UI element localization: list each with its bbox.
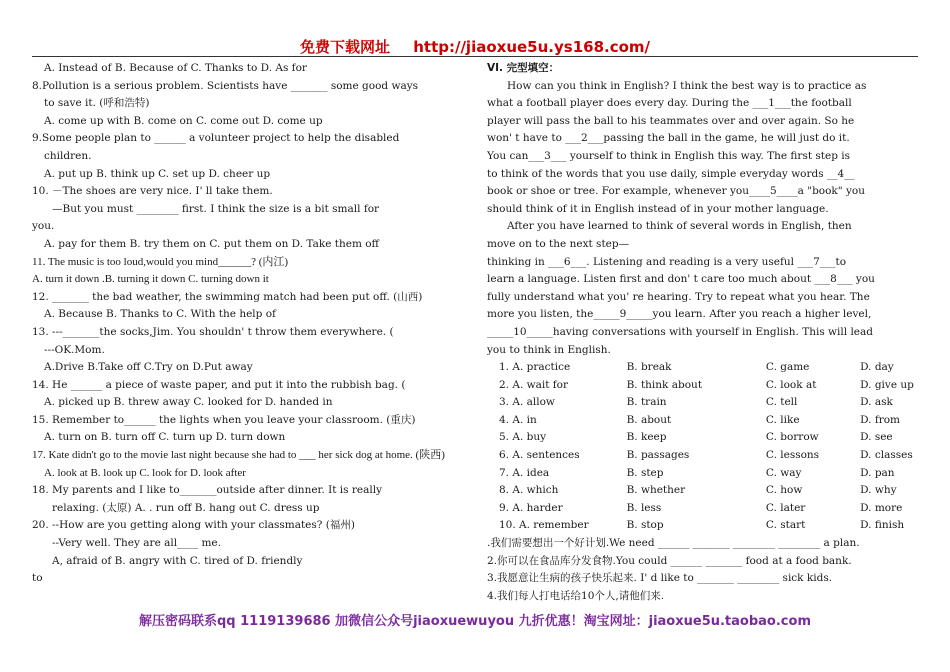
header-url-link[interactable]: http://jiaoxue5u.ys168.com/ — [413, 38, 651, 56]
question-line: 20. --How are you getting along with your classmates? (福州) — [32, 519, 355, 532]
question-line: A. Instead of B. Because of C. Thanks to D. As for — [44, 62, 307, 74]
choice-option: B. stop — [626, 519, 664, 532]
question-line: 9.Some people plan to ______ a volunteer project to help the disabled — [32, 132, 400, 145]
question-line: children. — [44, 149, 92, 162]
choice-option: D. classes — [860, 449, 913, 462]
choice-option: D. from — [860, 413, 901, 426]
choice-option: D. give up — [860, 378, 914, 391]
choice-option: 2. A. wait for — [499, 378, 569, 391]
choice-option: 9. A. harder — [499, 501, 563, 514]
choice-row — [487, 377, 919, 395]
question-line: A. turn it down .B. turning it down C. turning down it — [32, 273, 269, 286]
passage-line: fully understand what you' re hearing. Try to repeat what you hear. The — [487, 290, 870, 303]
question-line: A. Because B. Thanks to C. With the help of — [44, 308, 276, 321]
choice-option: C. like — [765, 413, 800, 426]
question-line: —But you must ________ first. I think the size is a bit small for — [52, 202, 380, 215]
choice-option: B. train — [626, 396, 667, 409]
choice-row — [487, 359, 919, 377]
choice-option: C. how — [765, 484, 803, 497]
question-line: A, afraid of B. angry with C. tired of D. friendly — [52, 554, 303, 567]
choice-option: C. way — [765, 466, 802, 479]
question-line: A. picked up B. threw away C. looked for D. handed in — [44, 396, 333, 409]
page-header — [0, 36, 950, 57]
translation-line: 4.我们每人打电话给10个人,请他们来. — [487, 589, 665, 602]
choice-option: 1. A. practice — [499, 361, 571, 374]
choice-option: D. why — [860, 484, 897, 497]
passage-line: thinking in ___6___. Listening and reading is a very useful ___7___to — [487, 255, 847, 268]
question-line: A. turn on B. turn off C. turn up D. turn down — [44, 431, 286, 444]
choice-option: C. lessons — [765, 449, 820, 462]
passage-line: won' t have to ___2___passing the ball in the game, he will just do it. — [487, 132, 850, 145]
question-line: to — [32, 572, 43, 585]
choice-option: C. start — [765, 519, 806, 532]
question-line: 10. －The shoes are very nice. I' ll take them. — [32, 185, 273, 198]
passage-line: learn a language. Listen first and don' t care too much about ___8___ you — [487, 273, 875, 286]
question-line: A. put up B. think up C. set up D. cheer up — [44, 167, 271, 180]
choice-option: 6. A. sentences — [499, 449, 580, 462]
choice-option: C. borrow — [765, 431, 819, 444]
choice-option: B. whether — [626, 484, 686, 497]
question-line: 15. Remember to______ the lights when you leave your classroom. (重庆) — [32, 413, 416, 426]
choice-option: D. pan — [860, 466, 895, 479]
question-line: 14. He ______ a piece of waste paper, and put it into the rubbish bag. ( — [32, 378, 406, 391]
question-line: 11. The music is too loud,would you mind______? (内江) — [32, 255, 289, 268]
choice-option: C. later — [765, 501, 806, 514]
translation-line: .我们需要想出一个好计划.We need ______ _______ ________ ________ a plan. — [487, 537, 860, 550]
choice-option: B. less — [626, 501, 662, 514]
passage-line: You can___3___ yourself to think in English this way. The first step is — [487, 149, 851, 162]
passage-line: more you listen, the_____9_____you learn. After you reach a higher level, — [487, 308, 872, 321]
question-line: A. come up with B. come on C. come out D. come up — [44, 114, 323, 127]
choice-option: 7. A. idea — [499, 466, 550, 479]
passage-line: player will pass the ball to his teammates over and over again. So he — [487, 114, 855, 127]
question-line: A.Drive B.Take off C.Try on D.Put away — [44, 361, 253, 374]
choices-list — [487, 359, 919, 535]
choice-option: B. break — [626, 361, 672, 374]
passage-line: should think of it in English instead of in your mother language. — [487, 202, 829, 215]
choice-option: B. keep — [626, 431, 667, 444]
translation-line: 2.你可以在食品库分发食物.You could ______ _______ food at a food bank. — [487, 554, 852, 567]
translation-line: 3.我愿意让生病的孩子快乐起来. I' d like to _______ ________ sick kids. — [487, 572, 833, 585]
choice-row — [487, 465, 919, 483]
header-divider — [32, 56, 918, 57]
choice-option: C. game — [765, 361, 810, 374]
choice-option: C. tell — [765, 396, 798, 409]
section-title: VI. 完型填空： — [487, 62, 560, 74]
question-line: 12. _______ the bad weather, the swimming match had been put off. (山西) — [32, 290, 423, 303]
question-line: to save it. (呼和浩特) — [44, 97, 150, 110]
question-line: 17. Kate didn't go to the movie last night because she had to ___ her sick dog at home. (陕西) — [32, 449, 445, 462]
choice-option: B. step — [626, 466, 664, 479]
choice-option: 5. A. buy — [499, 431, 547, 444]
choice-option: D. finish — [860, 519, 905, 532]
passage-line: _____10_____having conversations with yourself in English. This will lead — [487, 325, 873, 338]
passage-line: what a football player does every day. During the ___1___the football — [487, 97, 852, 110]
choice-option: D. day — [860, 361, 894, 374]
choice-option: D. see — [860, 431, 893, 444]
left-column — [32, 60, 464, 588]
choice-option: D. more — [860, 501, 903, 514]
passage-line: After you have learned to think of several words in English, then — [507, 220, 852, 233]
choice-option: 8. A. which — [499, 484, 559, 497]
question-line: relaxing. (太原) A. . run off B. hang out C. dress up — [52, 501, 320, 514]
question-line: --Very well. They are all____ me. — [52, 537, 221, 550]
choice-option: 3. A. allow — [499, 396, 555, 409]
choice-row — [487, 482, 919, 500]
choice-option: C. look at — [765, 378, 817, 391]
choice-option: B. about — [626, 413, 672, 426]
choice-option: B. think about — [626, 378, 703, 391]
question-line: 8.Pollution is a serious problem. Scientists have _______ some good ways — [32, 79, 419, 92]
right-column — [487, 60, 919, 605]
question-line: 18. My parents and I like to_______outside after dinner. It is really — [32, 484, 383, 497]
question-line: A. look at B. look up C. look for D. look after — [44, 466, 246, 479]
passage-line: move on to the next step— — [487, 237, 630, 250]
choice-row — [487, 394, 919, 412]
passage-line: you to think in English. — [487, 343, 611, 356]
passage-line: book or shoe or tree. For example, whenever you____5____a "book" you — [487, 185, 865, 198]
question-line: 13. ---_______the socks,Jim. You shouldn' t throw them everywhere. ( — [32, 325, 394, 338]
passage-line: How can you think in English? I think the best way is to practice as — [507, 79, 867, 92]
choice-row — [487, 412, 919, 430]
choice-row — [487, 429, 919, 447]
choice-row — [487, 447, 919, 465]
question-line: A. pay for them B. try them on C. put them on D. Take them off — [44, 237, 380, 250]
header-label: 免费下载网址 — [299, 38, 390, 56]
choice-row — [487, 500, 919, 518]
passage-line: to think of the words that you use daily, simple everyday words __4__ — [487, 167, 855, 180]
choice-row — [487, 517, 919, 535]
choice-option: B. passages — [626, 449, 690, 462]
question-line: ---OK.Mom. — [44, 343, 105, 356]
choice-option: 10. A. remember — [499, 519, 589, 532]
question-line: you. — [32, 220, 55, 233]
choice-option: 4. A. in — [499, 413, 537, 426]
page-footer: 解压密码联系qq 1119139686 加微信公众号jiaoxuewuyou 九折优惠！淘宝网址：jiaoxue5u.taobao.com — [138, 614, 811, 629]
choice-option: D. ask — [860, 396, 893, 409]
